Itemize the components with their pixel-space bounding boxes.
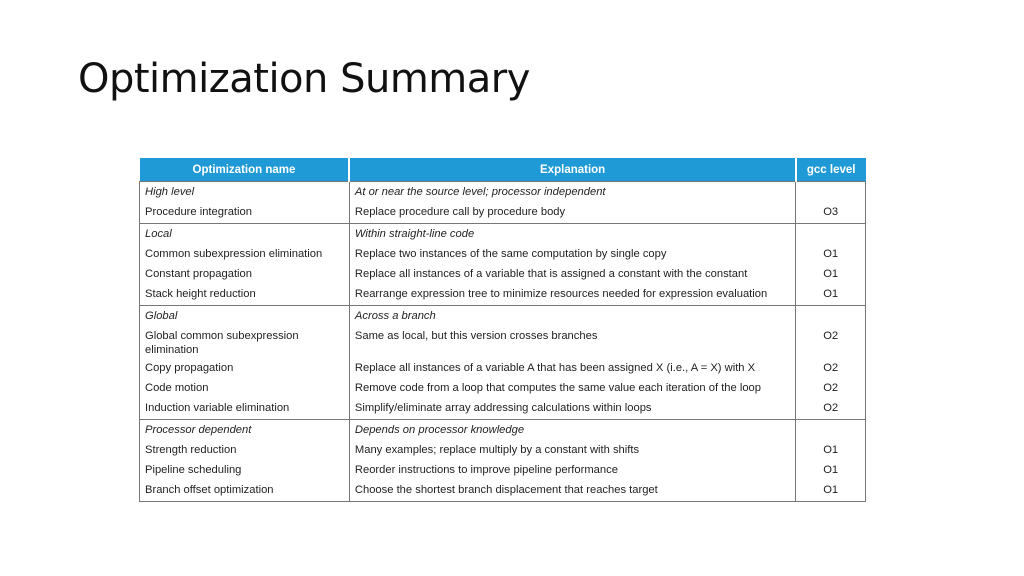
header-optimization-name: Optimization name bbox=[140, 158, 350, 182]
table-row bbox=[140, 461, 866, 481]
table-row bbox=[140, 379, 866, 399]
gcc-level: O1 bbox=[796, 245, 866, 265]
category-name: Local bbox=[145, 228, 172, 240]
category-row bbox=[140, 182, 866, 204]
category-explanation: Within straight-line code bbox=[349, 224, 795, 246]
category-row bbox=[140, 420, 866, 442]
gcc-level: O2 bbox=[796, 327, 866, 359]
optimization-explanation: Rearrange expression tree to minimize resources needed for expression evaluation bbox=[349, 285, 795, 306]
category-row bbox=[140, 306, 866, 328]
optimization-explanation: Remove code from a loop that computes the same value each iteration of the loop bbox=[349, 379, 795, 399]
optimization-explanation: Reorder instructions to improve pipeline performance bbox=[349, 461, 795, 481]
group-global bbox=[140, 306, 866, 420]
gcc-level: O1 bbox=[796, 441, 866, 461]
category-level bbox=[796, 224, 866, 246]
table-row bbox=[140, 285, 866, 306]
table-row bbox=[140, 265, 866, 285]
optimization-name: Copy propagation bbox=[145, 362, 234, 374]
category-name: Processor dependent bbox=[145, 424, 252, 436]
optimization-explanation: Many examples; replace multiply by a constant with shifts bbox=[349, 441, 795, 461]
table-row bbox=[140, 399, 866, 420]
gcc-level: O3 bbox=[796, 203, 866, 224]
table-row bbox=[140, 359, 866, 379]
gcc-level: O1 bbox=[796, 265, 866, 285]
optimization-name: Code motion bbox=[145, 382, 209, 394]
category-explanation: Depends on processor knowledge bbox=[349, 420, 795, 442]
optimization-name: Procedure integration bbox=[145, 206, 252, 218]
gcc-level: O1 bbox=[796, 461, 866, 481]
optimization-name: Strength reduction bbox=[145, 444, 237, 456]
table-header-row bbox=[140, 158, 866, 182]
optimization-table bbox=[139, 158, 866, 502]
category-level bbox=[796, 420, 866, 442]
optimization-explanation: Replace procedure call by procedure body bbox=[349, 203, 795, 224]
optimization-name: Common subexpression elimination bbox=[145, 248, 323, 260]
group-high-level bbox=[140, 182, 866, 224]
group-local bbox=[140, 224, 866, 306]
header-gcc-level: gcc level bbox=[796, 158, 866, 182]
table-row bbox=[140, 327, 866, 359]
header-explanation: Explanation bbox=[349, 158, 795, 182]
category-row bbox=[140, 224, 866, 246]
optimization-explanation: Replace all instances of a variable A that has been assigned X (i.e., A = X) with X bbox=[349, 359, 795, 379]
optimization-explanation: Choose the shortest branch displacement that reaches target bbox=[349, 481, 795, 502]
table-row bbox=[140, 245, 866, 265]
table-row bbox=[140, 203, 866, 224]
category-explanation: Across a branch bbox=[349, 306, 795, 328]
gcc-level: O1 bbox=[796, 285, 866, 306]
gcc-level: O1 bbox=[796, 481, 866, 502]
group-processor-dependent bbox=[140, 420, 866, 502]
table-row bbox=[140, 441, 866, 461]
category-name: Global bbox=[145, 310, 178, 322]
optimization-name: Induction variable elimination bbox=[145, 402, 290, 414]
category-explanation: At or near the source level; processor independent bbox=[349, 182, 795, 204]
optimization-name: Branch offset optimization bbox=[145, 484, 274, 496]
gcc-level: O2 bbox=[796, 359, 866, 379]
optimization-name: Pipeline scheduling bbox=[145, 464, 242, 476]
table-row bbox=[140, 481, 866, 502]
optimization-name: Stack height reduction bbox=[145, 288, 256, 300]
optimization-name: Global common subexpression elimination bbox=[145, 330, 299, 356]
gcc-level: O2 bbox=[796, 399, 866, 420]
optimization-name: Constant propagation bbox=[145, 268, 252, 280]
category-level bbox=[796, 306, 866, 328]
category-name: High level bbox=[145, 186, 195, 198]
slide-title: Optimization Summary bbox=[78, 56, 530, 102]
optimization-explanation: Replace all instances of a variable that is assigned a constant with the constant bbox=[349, 265, 795, 285]
optimization-explanation: Replace two instances of the same computation by single copy bbox=[349, 245, 795, 265]
category-level bbox=[796, 182, 866, 204]
gcc-level: O2 bbox=[796, 379, 866, 399]
optimization-explanation: Same as local, but this version crosses branches bbox=[349, 327, 795, 359]
optimization-explanation: Simplify/eliminate array addressing calculations within loops bbox=[349, 399, 795, 420]
